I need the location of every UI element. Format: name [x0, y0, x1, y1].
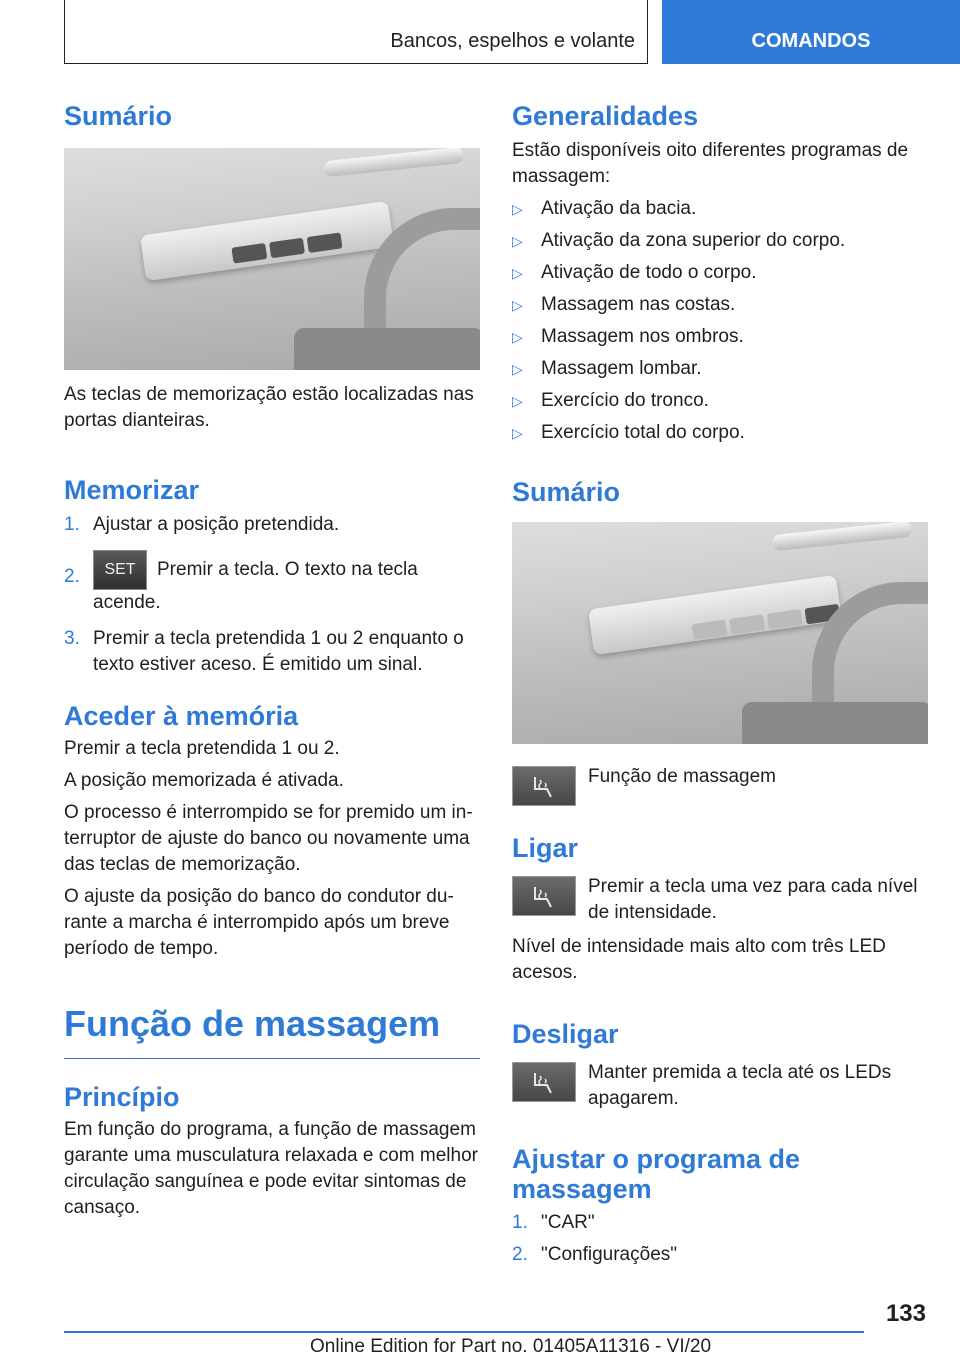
list-item: [512, 228, 928, 254]
program-label: Exercício total do corpo.: [541, 422, 745, 443]
step-text: "CAR": [541, 1212, 595, 1233]
program-label: Massagem nas costas.: [541, 294, 736, 315]
aceder-paragraph: O ajuste da posição do banco do condutor du-rante a marcha é interrompido após um breve período de tempo.: [64, 886, 454, 959]
list-item: [512, 420, 928, 446]
list-item: [512, 260, 928, 286]
header-chapter-tab[interactable]: [662, 0, 960, 64]
aceder-paragraph: A posição memorizada é ativada.: [64, 770, 344, 791]
massage-program-list: [512, 196, 928, 446]
heading-ligar: Ligar: [512, 833, 579, 863]
heading-ajustar: Ajustar o programa de massagem: [512, 1144, 801, 1204]
page-number: 133: [885, 1300, 926, 1327]
heading-sumario-right: Sumário: [512, 477, 621, 507]
heading-funcao-massagem: Função de massagem: [64, 1002, 480, 1059]
header-section-title: Bancos, espelhos e volante: [390, 30, 635, 52]
heading-generalidades: Generalidades: [512, 101, 699, 131]
ligar-paragraph: Nível de intensidade mais alto com três LED acesos.: [512, 936, 886, 983]
list-item: [64, 550, 480, 616]
bullet-triangle-icon: ▷: [512, 297, 523, 313]
header-section: [64, 0, 648, 64]
heading-memorizar: Memorizar: [64, 475, 200, 505]
massage-seat-icon: [512, 1062, 576, 1102]
generalidades-intro: Estão disponíveis oito diferentes programas de massagem:: [512, 140, 909, 187]
bullet-triangle-icon: ▷: [512, 201, 523, 217]
heading-aceder: Aceder à memória: [64, 701, 299, 731]
ligar-row: [512, 874, 928, 926]
principio-paragraph: Em função do programa, a função de massagem garante uma musculatura relaxada e com melhor circulação sanguínea e pode evitar sintomas de cansaço.: [64, 1119, 478, 1218]
door-massage-button-photo: [512, 522, 928, 744]
program-label: Massagem lombar.: [541, 358, 702, 379]
massage-function-row: [512, 764, 928, 806]
heading-principio: Princípio: [64, 1082, 180, 1112]
right-column: [512, 100, 928, 1268]
photo-button-panel: [140, 201, 394, 281]
aceder-paragraph: Premir a tecla pretendida 1 ou 2.: [64, 738, 340, 759]
step-number: 2.: [64, 566, 80, 587]
photo-caption: As teclas de memorização estão localizadas nas portas dianteiras.: [64, 384, 474, 431]
photo-window-switches: [742, 702, 928, 744]
list-item: [512, 1210, 928, 1236]
ajustar-steps: [512, 1210, 928, 1268]
program-label: Ativação da zona superior do corpo.: [541, 230, 846, 251]
photo-door-trim: [324, 148, 465, 177]
massage-function-caption: Função de massagem: [588, 766, 776, 787]
bullet-triangle-icon: ▷: [512, 265, 523, 281]
desligar-row: [512, 1060, 928, 1112]
step-text: Premir a tecla pretendida 1 ou 2 enquanto o texto estiver aceso. É emitido um sinal.: [93, 628, 464, 675]
desligar-instruction: Manter premida a tecla até os LEDs apagarem.: [588, 1062, 892, 1109]
left-column: [64, 100, 480, 1221]
list-item: [512, 196, 928, 222]
list-item: [512, 388, 928, 414]
massage-seat-icon: [512, 766, 576, 806]
list-item: [512, 1242, 928, 1268]
step-number: 1.: [512, 1212, 528, 1233]
photo-window-switches: [294, 328, 480, 370]
bullet-triangle-icon: ▷: [512, 329, 523, 345]
step-number: 2.: [512, 1244, 528, 1265]
list-item: [512, 356, 928, 382]
step-number: 3.: [64, 628, 80, 649]
header-chapter-label: COMANDOS: [751, 29, 871, 52]
bullet-triangle-icon: ▷: [512, 425, 523, 441]
program-label: Exercício do tronco.: [541, 390, 709, 411]
massage-seat-icon: [512, 876, 576, 916]
step-text: Premir a tecla. O texto na tecla acende.: [93, 559, 418, 613]
program-label: Massagem nos ombros.: [541, 326, 744, 347]
heading-sumario: Sumário: [64, 101, 173, 131]
bullet-triangle-icon: ▷: [512, 361, 523, 377]
aceder-paragraph: O processo é interrompido se for premido um in-terruptor de ajuste do banco ou novamente uma das teclas de memorização.: [64, 802, 473, 875]
program-label: Ativação de todo o corpo.: [541, 262, 757, 283]
footer-divider: [64, 1331, 864, 1333]
step-text: "Configurações": [541, 1244, 678, 1265]
memorizar-steps: [64, 512, 480, 678]
program-label: Ativação da bacia.: [541, 198, 697, 219]
bullet-triangle-icon: ▷: [512, 393, 523, 409]
step-text: Ajustar a posição pretendida.: [93, 514, 340, 535]
list-item: [512, 292, 928, 318]
list-item: [64, 512, 480, 538]
ligar-instruction: Premir a tecla uma vez para cada nível de intensidade.: [588, 876, 918, 923]
footer-edition: Online Edition for Part no. 01405A11316 - VI/20: [310, 1336, 712, 1357]
step-number: 1.: [64, 514, 80, 535]
list-item: [64, 626, 480, 678]
heading-desligar: Desligar: [512, 1019, 619, 1049]
photo-door-trim: [772, 522, 913, 551]
set-button-icon: SET: [93, 550, 147, 590]
bullet-triangle-icon: ▷: [512, 233, 523, 249]
door-memory-buttons-photo: [64, 148, 480, 370]
list-item: [512, 324, 928, 350]
